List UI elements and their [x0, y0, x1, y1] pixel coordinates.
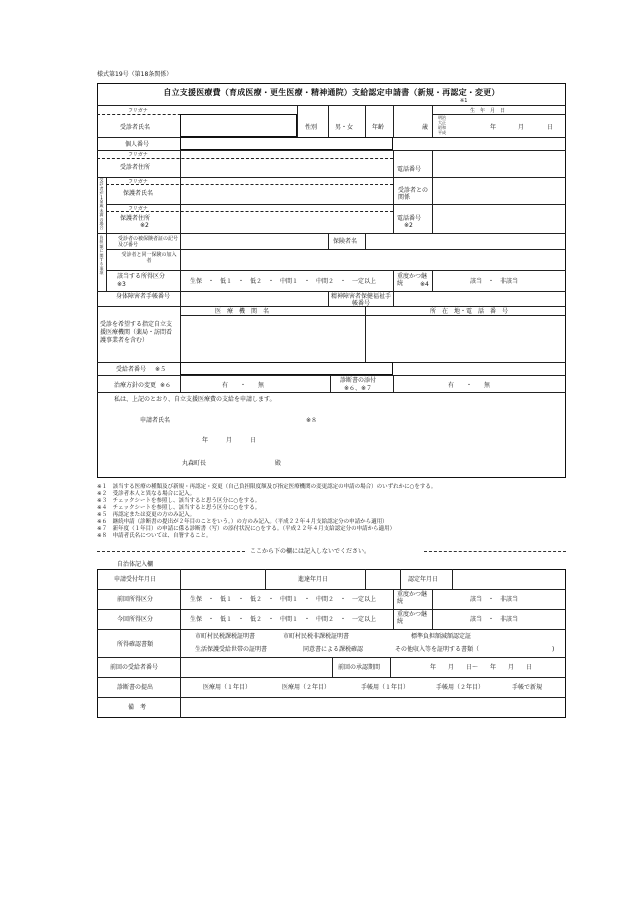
curr-income-options[interactable]: 生保 ・ 低１ ・ 低２ ・ 中間１ ・ 中間２ ・ 一定以上 — [190, 616, 377, 623]
prev-severe-options[interactable]: 該当 ・ 非該当 — [470, 596, 519, 603]
docs-label: 所得確認書類 — [117, 641, 154, 648]
office-heading: 自治体記入欄 — [117, 561, 154, 568]
institution-name-header: 医 療 機 関 名 — [215, 308, 270, 315]
same-insurance-label: 受診者と同一保険の加入者 — [121, 252, 177, 264]
applicant-label: 申請者氏名 — [140, 417, 171, 424]
office-use-table — [97, 569, 566, 718]
institution-address-header: 所 在 地・電 話 番 号 — [430, 308, 509, 315]
era-meiji[interactable]: 明治 — [438, 115, 446, 120]
era-taisho[interactable]: 大正 — [438, 120, 446, 125]
curr-severe-label: 重度かつ継続 — [397, 611, 428, 625]
recipient-no-note: ※５ — [155, 366, 167, 373]
note-3: ※３ チェックシートを参照し、該当すると思う区分に○をする。 — [97, 498, 261, 504]
era-heisei[interactable]: 平成 — [438, 130, 446, 135]
insurer-label: 保険者名 — [333, 238, 358, 245]
curr-severe-options[interactable]: 該当 ・ 非該当 — [470, 616, 519, 623]
era-showa[interactable]: 昭和 — [438, 125, 446, 130]
treatment-change-note: ※６ — [160, 382, 172, 389]
recipient-no-field[interactable] — [180, 362, 393, 375]
age-label: 年齢 — [372, 124, 385, 131]
received-label: 申請受付年月日 — [114, 576, 157, 583]
birth-month-label: 月 — [518, 124, 525, 131]
guardian-address-note: ※2 — [140, 222, 149, 229]
prev-recipient-label: 前回の受給者番号 — [110, 664, 159, 671]
prev-severe-label: 重度かつ継続 — [397, 591, 428, 605]
treatment-change-options[interactable]: 有 ・ 無 — [222, 382, 265, 389]
application-date[interactable]: 年 月 日 — [202, 437, 257, 444]
note-6: ※６ 継続申請（診断書の提出が２年目のことをいう。）の方のみ記入。（平成２２年４月支給認定分の申請から適用） — [97, 519, 388, 525]
treatment-change-label: 治療方針の変更 — [114, 382, 157, 389]
mental-book-label: 精神障害者保健福祉手帳番号 — [330, 293, 391, 307]
prev-period-value[interactable]: 年 月 日～ 年 月 日 — [430, 664, 533, 671]
note-8: ※８ 申請者氏名については、自署すること。 — [97, 533, 212, 539]
income-options[interactable]: 生保 ・ 低１ ・ 低２ ・ 中間１ ・ 中間２ ・ 一定以上 — [190, 278, 377, 285]
doc-other[interactable]: その他収入等を証明する書類（ — [395, 646, 480, 653]
prev-income-label: 前回所得区分 — [117, 596, 154, 603]
note-1: ※１ 該当する医療の種類及び新規・再認定・変更（自己負担限度額及び指定医療機関の変更認定の申請の場合）のいずれかに○をする。 — [97, 484, 437, 490]
relation-label: 受診者との関係 — [398, 187, 429, 201]
doc-other-close: ) — [552, 646, 555, 653]
guardian-furigana: フリガナ — [128, 179, 148, 185]
birth-day-label: 日 — [547, 124, 554, 131]
phone-label: 電話番号 — [397, 166, 422, 173]
sex-options[interactable]: 男・女 — [335, 124, 354, 131]
form-number: 様式第19号（第18条関係） — [97, 71, 173, 78]
approved-label: 認定年月日 — [408, 576, 439, 583]
address-furigana: フリガナ — [128, 152, 148, 158]
recipient-no-label: 受給者番号 — [116, 366, 147, 373]
address-label: 受診者住所 — [120, 164, 151, 171]
furigana-label: フリガナ — [128, 108, 148, 114]
note-4: ※４ チェックシートを参照し、該当すると思う区分に○をする。 — [97, 505, 261, 511]
note-7: ※７ 新年度（１年目）の申請に係る診断書（写）の添付状況に○をする。（平成２２年４月支給認定分の申請から適用） — [97, 526, 396, 532]
doc-tax-cert[interactable]: 市町村民税課税証明書 — [195, 633, 256, 640]
patient-name-field[interactable] — [180, 114, 297, 137]
severe-note: ※4 — [420, 281, 429, 288]
doc-welfare-cert[interactable]: 生活保護受給世帯の証明書 — [195, 646, 268, 653]
diag-medical-1[interactable]: 医療用（１年目） — [203, 684, 252, 691]
diagnosis-attach-note: ※６、※７ — [344, 385, 373, 392]
title-note: ※1 — [460, 98, 468, 104]
sex-label: 性別 — [305, 124, 318, 131]
income-class-label: 該当する所得区分 — [117, 273, 166, 280]
diagnosis-attach-label: 診断書の添付 — [340, 377, 377, 384]
remarks-label: 備 考 — [128, 704, 147, 711]
guardian-phone-label: 電話番号 — [397, 215, 422, 222]
diag-book-1[interactable]: 手帳用（１年目） — [361, 684, 410, 691]
divider-text: ここから下の欄には記入しないでください。 — [250, 548, 371, 555]
diagnosis-attach-options[interactable]: 有 ・ 無 — [448, 382, 491, 389]
age-unit: 歳 — [422, 124, 429, 131]
guardian-name-label: 保護者氏名 — [123, 190, 154, 197]
institution-label: 受診を希望する指定自立支援医療機関（薬局・訪問看護事業者を含む） — [100, 321, 173, 344]
doc-nontax-cert[interactable]: 市町村民税非課税証明書 — [283, 633, 350, 640]
diag-book-new[interactable]: 手帳で新規 — [512, 684, 543, 691]
divider-line-left — [97, 551, 245, 552]
prev-period-label: 前回の承認期間 — [338, 664, 381, 671]
personal-number-label: 個人番号 — [125, 141, 150, 148]
divider-line-right — [424, 551, 566, 552]
prev-income-options[interactable]: 生保 ・ 低１ ・ 低２ ・ 中間１ ・ 中間２ ・ 一定以上 — [190, 596, 377, 603]
note-2: ※２ 受診者本人と異なる場合に記入。 — [97, 491, 196, 497]
doc-reduction-cert[interactable]: 標準負担額減額認定証 — [411, 633, 472, 640]
curr-income-label: 今回所得区分 — [117, 616, 154, 623]
diag-submit-label: 診断書の提出 — [117, 684, 154, 691]
income-class-note: ※3 — [117, 281, 126, 288]
patient-name-label: 受診者氏名 — [120, 124, 151, 131]
personal-number-field[interactable] — [180, 137, 393, 150]
honorific: 殿 — [275, 460, 282, 467]
birth-year-label: 年 — [490, 124, 497, 131]
severe-label: 重度かつ継続 — [397, 273, 428, 287]
guardian-address-label: 保護者住所 — [120, 215, 151, 222]
form-title: 自立支援医療費（育成医療・更生医療・精神通院）支給認定申請書（新規・再認定・変更） — [163, 88, 500, 97]
declaration-text: 私は、上記のとおり、自立支援医療費の支給を申請します。 — [114, 396, 276, 403]
note-5: ※５ 再認定または変更の方のみ記入。 — [97, 512, 196, 518]
birth-header: 生 年 月 日 — [470, 108, 506, 114]
disability-book-label: 身体障害者手帳番号 — [115, 293, 170, 300]
insured-id-label: 受診者の被保険者証の記号及び番号 — [118, 236, 179, 248]
doc-consent-check[interactable]: 同意書による課税確認 — [303, 646, 364, 653]
insurance-side-label: 負担額に関する事項 — [99, 235, 104, 276]
sent-label: 進達年月日 — [298, 576, 329, 583]
mayor-label: 丸森町長 — [182, 460, 207, 467]
guardian-side-label: 受診者が18歳未満の場合 — [99, 177, 104, 231]
guardian-phone-note: ※2 — [404, 222, 413, 229]
diag-book-2[interactable]: 手帳用（２年目） — [436, 684, 485, 691]
diag-medical-2[interactable]: 医療用（２年目） — [282, 684, 331, 691]
guardian-address-furigana: フリガナ — [128, 206, 148, 212]
applicant-note: ※８ — [306, 417, 318, 424]
severe-options[interactable]: 該当 ・ 非該当 — [470, 278, 519, 285]
